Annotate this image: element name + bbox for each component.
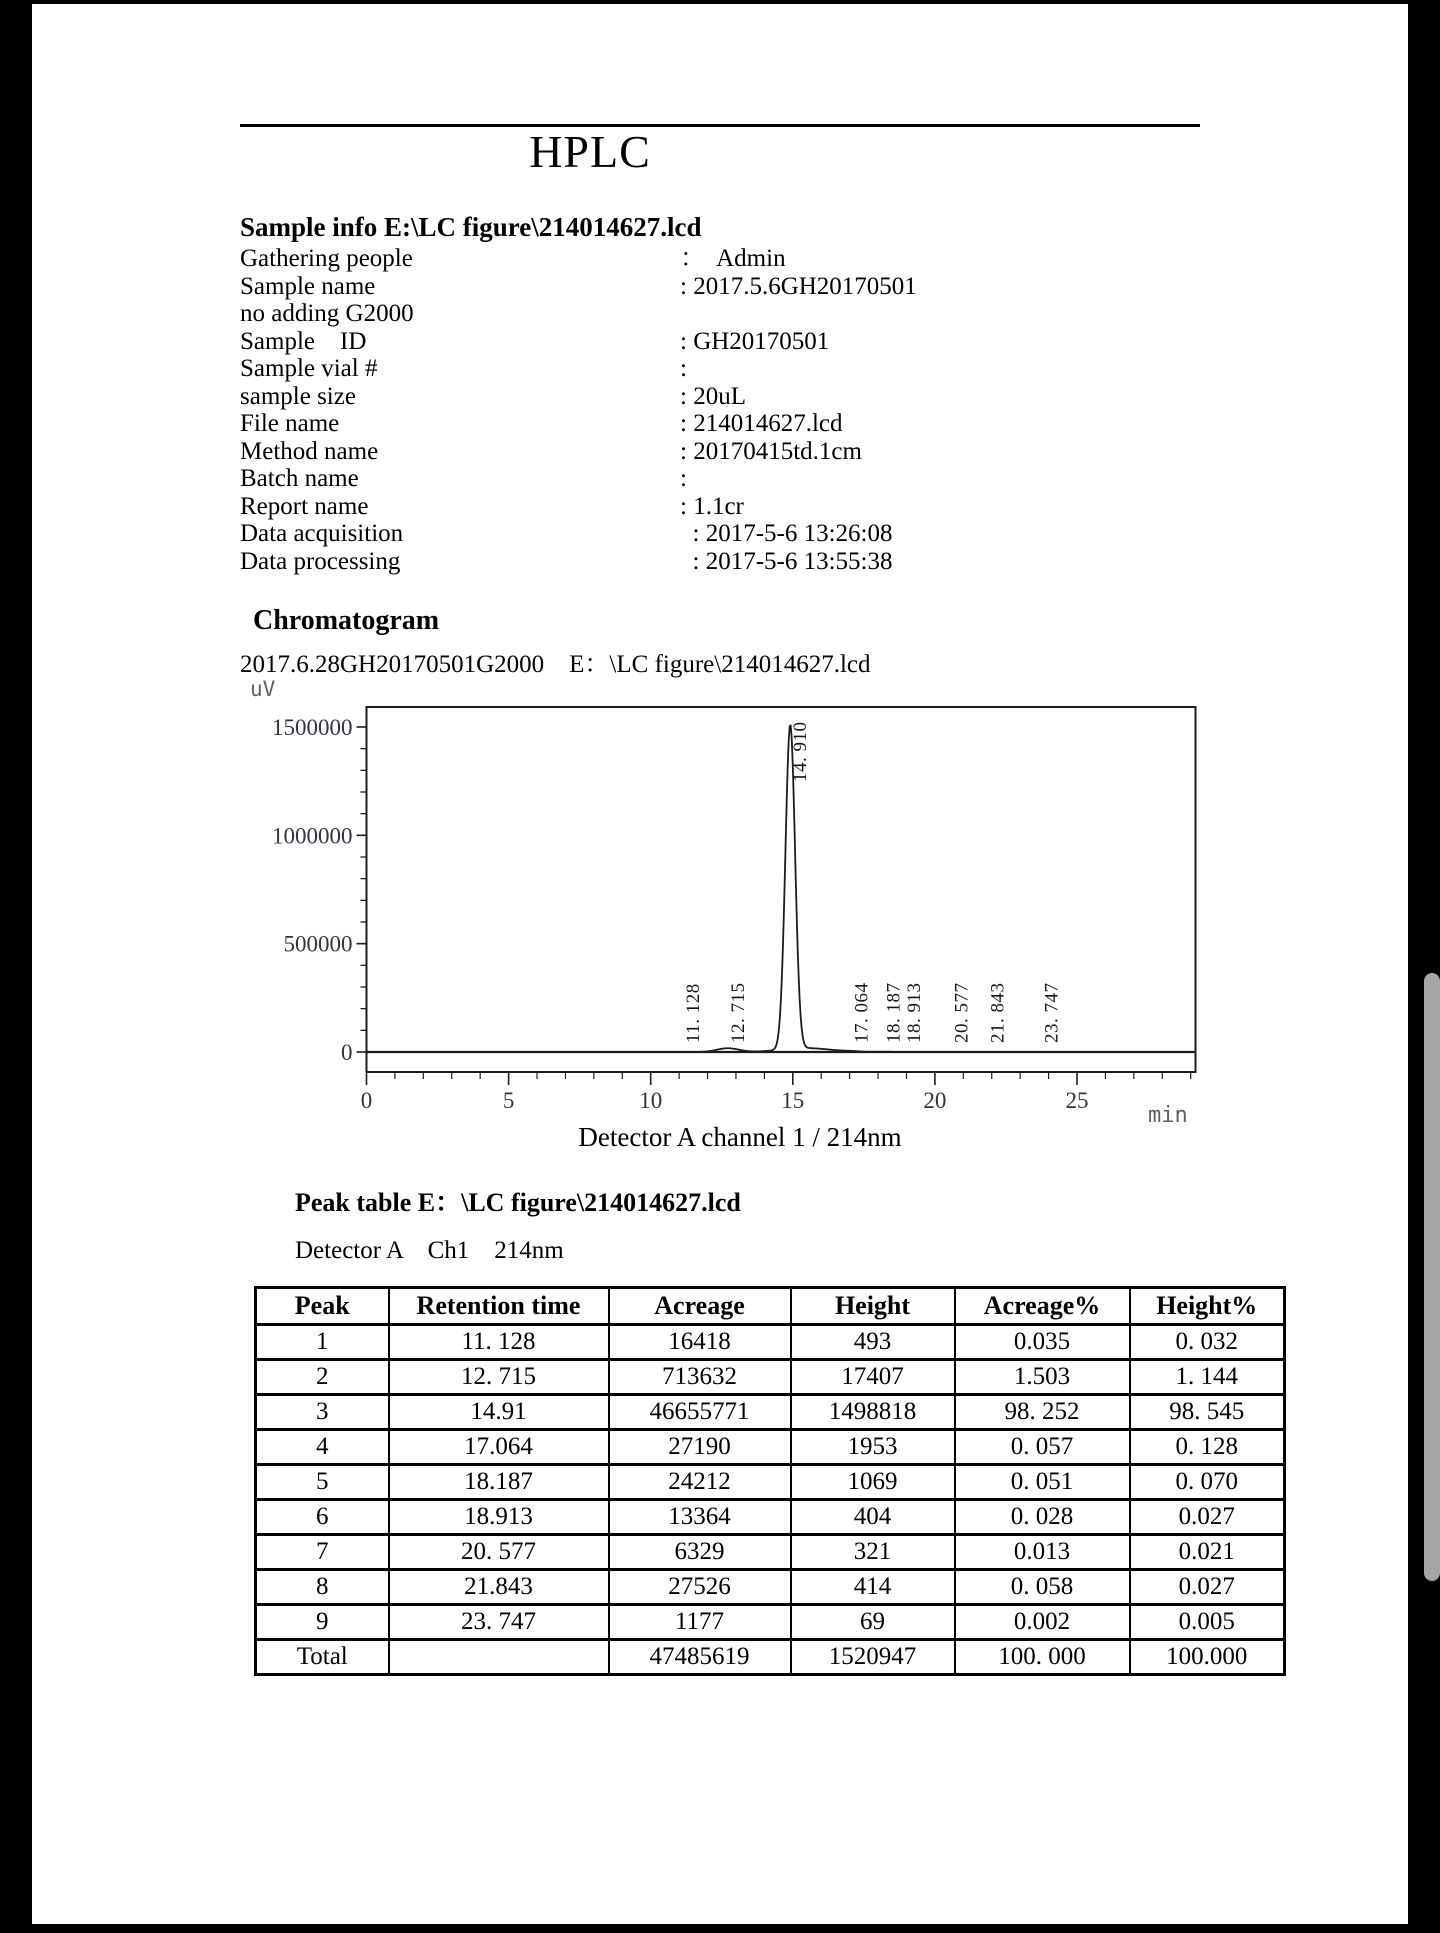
peak-table-row: [256, 1465, 1285, 1500]
sample-info-row: [240, 493, 917, 521]
sample-info-label: Data acquisition: [240, 520, 404, 547]
sample-info-value: : 214014627.lcd: [680, 410, 843, 437]
peak-rt-label: 18. 913: [904, 982, 925, 1043]
peak-table-cell: 5: [256, 1465, 389, 1500]
peak-table-cell: 100.000: [1130, 1640, 1285, 1675]
peak-table-cell: 1520947: [791, 1640, 955, 1675]
sample-info-rows: [240, 245, 917, 575]
y-tick-label: 1000000: [272, 823, 353, 849]
scrollbar-thumb[interactable]: [1424, 973, 1440, 1581]
peak-rt-label: 17. 064: [851, 982, 873, 1043]
peak-table-cell: 0. 028: [955, 1500, 1130, 1535]
sample-info-value: ： Admin: [680, 245, 786, 272]
peak-table-cell: 0. 057: [955, 1430, 1130, 1465]
sample-info-label: Method name: [240, 437, 379, 465]
sample-info-row: [240, 438, 917, 466]
peak-table-cell: 4: [256, 1430, 389, 1465]
peak-table-cell: 321: [791, 1535, 955, 1570]
peak-table-header-cell: Height%: [1130, 1288, 1285, 1325]
sample-info-row: [240, 355, 917, 383]
peak-table-cell: 1069: [791, 1465, 955, 1500]
peak-table-cell: 0.027: [1130, 1500, 1285, 1535]
x-tick-label: 5: [502, 1088, 515, 1113]
y-tick-label: 0: [341, 1040, 353, 1066]
peak-table-row: [256, 1535, 1285, 1570]
viewer-frame-top: [0, 0, 1440, 4]
peak-table-cell: 0.035: [955, 1325, 1130, 1360]
page-title: HPLC: [529, 126, 651, 177]
chromatogram-svg: [240, 670, 1240, 1140]
peak-table-cell: 46655771: [609, 1395, 791, 1430]
peak-table: [254, 1286, 1286, 1676]
sample-info-label: Report name: [240, 492, 369, 520]
peak-table-row: [256, 1395, 1285, 1430]
y-tick-label: 500000: [283, 931, 353, 957]
peak-table-cell: 27190: [609, 1430, 791, 1465]
peak-table-cell: 24212: [609, 1465, 791, 1500]
sample-info-value: : 20uL: [680, 382, 746, 410]
peak-label-12.715: [728, 983, 749, 1044]
sample-info-row: [240, 245, 917, 273]
peak-table-cell: 69: [791, 1605, 955, 1640]
sample-info-label: sample size: [240, 382, 356, 410]
peak-table-cell: 3: [256, 1395, 389, 1430]
peak-table-cell: 0.002: [955, 1605, 1130, 1640]
peak-table-header-cell: Retention time: [389, 1288, 609, 1325]
peak-table-cell: 11. 128: [389, 1325, 609, 1360]
peak-table-cell: 23. 747: [389, 1605, 609, 1640]
peak-table-cell: 0.013: [955, 1535, 1130, 1570]
sample-info-row: [240, 328, 917, 356]
peak-table-row: [256, 1500, 1285, 1535]
sample-info-row: [240, 520, 917, 548]
peak-table-cell: 1: [256, 1325, 389, 1360]
peak-table-cell: 17.064: [389, 1430, 609, 1465]
x-tick-label: 0: [360, 1088, 373, 1113]
peak-table-cell: 493: [791, 1325, 955, 1360]
sample-info-row: [240, 300, 917, 328]
viewer-frame-right-scroll-track: [1408, 0, 1440, 1933]
peak-label-20.577: [951, 983, 972, 1044]
peak-label-17.064: [852, 983, 873, 1044]
x-tick-label: 10: [639, 1088, 663, 1113]
peak-table-cell: 20. 577: [389, 1535, 609, 1570]
peak-table-cell: 0.005: [1130, 1605, 1285, 1640]
peak-table-cell: 14.91: [389, 1395, 609, 1430]
viewer-frame-left: [0, 0, 32, 1933]
peak-table-cell: 713632: [609, 1360, 791, 1395]
sample-info-row: [240, 273, 917, 301]
sample-info-value: : 2017-5-6 13:55:38: [680, 547, 893, 575]
peak-table-header-cell: Height: [791, 1288, 955, 1325]
sample-info-label: Data processing: [240, 547, 401, 575]
sample-info-heading: Sample info E:\LC figure\214014627.lcd: [240, 212, 702, 242]
sample-info-label: Sample ID: [240, 327, 367, 355]
peak-table-cell: 13364: [609, 1500, 791, 1535]
peak-table-cell: 98. 252: [955, 1395, 1130, 1430]
peak-table-cell: 9: [256, 1605, 389, 1640]
peak-table-cell: 12. 715: [389, 1360, 609, 1395]
peak-table-heading: Peak table E：\LC figure\214014627.lcd: [295, 1188, 741, 1217]
viewer-frame-bottom: [0, 1924, 1440, 1933]
sample-info-value: : 20170415td.1cm: [680, 437, 862, 465]
plot-border: [367, 707, 1196, 1072]
peak-table-cell: 0. 051: [955, 1465, 1130, 1500]
peak-table-cell: 16418: [609, 1325, 791, 1360]
peak-label-18.913: [904, 983, 925, 1044]
sample-info-value: : 2017.5.6GH20170501: [680, 272, 917, 300]
peak-table-row: [256, 1360, 1285, 1395]
sample-info-value: :: [680, 465, 687, 492]
peak-rt-label: 12. 715: [727, 982, 749, 1043]
peak-table-cell: 27526: [609, 1570, 791, 1605]
chromatogram-heading: Chromatogram: [253, 605, 440, 636]
sample-info-row: [240, 383, 917, 411]
peak-table-header-cell: Acreage%: [955, 1288, 1130, 1325]
peak-table-cell: 21.843: [389, 1570, 609, 1605]
peak-table-header-row: [256, 1288, 1285, 1325]
y-tick-label: 1500000: [272, 715, 353, 741]
peak-table-row: [256, 1325, 1285, 1360]
peak-table-row: [256, 1605, 1285, 1640]
sample-info-row: [240, 465, 917, 493]
peak-table-cell: 1.503: [955, 1360, 1130, 1395]
x-tick-label: 20: [923, 1088, 947, 1113]
peak-rt-label: 23. 747: [1041, 982, 1063, 1043]
peak-table-cell: 6: [256, 1500, 389, 1535]
y-axis-unit-label: uV: [250, 677, 276, 701]
peak-table-cell: 1. 144: [1130, 1360, 1285, 1395]
peak-table-cell: [389, 1640, 609, 1675]
peak-table-row: [256, 1430, 1285, 1465]
peak-table-cell: 0.027: [1130, 1570, 1285, 1605]
detector-info-line: Detector A Ch1 214nm: [295, 1237, 564, 1264]
peak-table-row: [256, 1640, 1285, 1675]
peak-table-cell: 2: [256, 1360, 389, 1395]
peak-table-cell: 0.021: [1130, 1535, 1285, 1570]
peak-table-cell: 6329: [609, 1535, 791, 1570]
peak-table-cell: 1177: [609, 1605, 791, 1640]
peak-table-cell: 18.913: [389, 1500, 609, 1535]
peak-rt-label: 11. 128: [682, 983, 704, 1043]
sample-info-label: Sample vial #: [240, 355, 378, 382]
peak-table-cell: Total: [256, 1640, 389, 1675]
peak-rt-label: 18. 187: [883, 982, 905, 1043]
peak-table-cell: 0. 128: [1130, 1430, 1285, 1465]
sample-info-row: [240, 410, 917, 438]
peak-table-cell: 0. 058: [955, 1570, 1130, 1605]
peak-label-14.91: [790, 722, 811, 783]
x-tick-label: 25: [1065, 1088, 1089, 1113]
peak-table-header-cell: Peak: [256, 1288, 389, 1325]
x-axis-unit-label: min: [1148, 1103, 1188, 1128]
peak-table-cell: 414: [791, 1570, 955, 1605]
sample-info-label: Gathering people: [240, 245, 413, 272]
peak-table-cell: 47485619: [609, 1640, 791, 1675]
peak-table-cell: 18.187: [389, 1465, 609, 1500]
peak-table-cell: 100. 000: [955, 1640, 1130, 1675]
peak-rt-label: 20. 577: [951, 982, 973, 1043]
peak-label-18.187: [883, 983, 904, 1044]
peak-label-21.843: [987, 983, 1008, 1044]
peak-table-cell: 8: [256, 1570, 389, 1605]
peak-table-header-cell: Acreage: [609, 1288, 791, 1325]
sample-info-row: [240, 548, 917, 576]
peak-table-cell: 7: [256, 1535, 389, 1570]
chromatogram-plot: [240, 670, 1240, 1140]
peak-label-11.128: [683, 983, 704, 1043]
peak-table-cell: 0. 032: [1130, 1325, 1285, 1360]
chart-caption: Detector A channel 1 / 214nm: [578, 1122, 902, 1152]
sample-info-value: : GH20170501: [680, 327, 830, 355]
peak-rt-label: 21. 843: [987, 982, 1009, 1043]
sample-info-label: Sample name: [240, 272, 376, 300]
peak-table-cell: 1498818: [791, 1395, 955, 1430]
peak-table-row: [256, 1570, 1285, 1605]
x-tick-label: 15: [781, 1088, 805, 1113]
peak-table-cell: 1953: [791, 1430, 955, 1465]
sample-info-label: File name: [240, 410, 340, 437]
sample-info-value: : 2017-5-6 13:26:08: [680, 520, 893, 547]
sample-info-value: : 1.1cr: [680, 492, 744, 520]
peak-label-23.747: [1041, 983, 1062, 1044]
peak-table-cell: 17407: [791, 1360, 955, 1395]
peak-rt-label: 14. 910: [790, 721, 812, 782]
sample-info-label: no adding G2000: [240, 300, 414, 327]
peak-table-cell: 0. 070: [1130, 1465, 1285, 1500]
sample-info-label: Batch name: [240, 465, 359, 492]
chromatogram-source-line: 2017.6.28GH20170501G2000 E：\LC figure\214014627.lcd: [240, 651, 871, 678]
sample-info-value: :: [680, 355, 687, 382]
peak-table-cell: 404: [791, 1500, 955, 1535]
peak-table-cell: 98. 545: [1130, 1395, 1285, 1430]
